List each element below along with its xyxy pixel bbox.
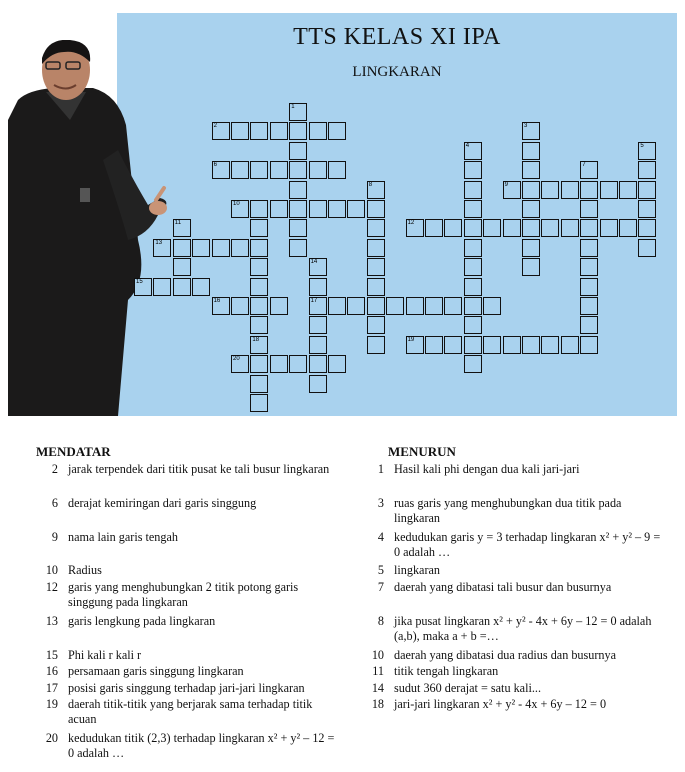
crossword-cell[interactable] [522,336,540,354]
crossword-cell[interactable] [580,336,598,354]
cell-number: 18 [252,336,260,343]
crossword-cell[interactable] [231,122,249,140]
crossword-cell[interactable] [270,297,288,315]
crossword-cell[interactable] [250,278,268,296]
crossword-cell[interactable] [580,219,598,237]
clue-number: 14 [371,681,384,695]
crossword-cell[interactable] [212,297,230,315]
crossword-cell[interactable] [600,181,618,199]
crossword-cell[interactable] [619,181,637,199]
crossword-cell[interactable] [425,336,443,354]
cell-number: 8 [368,181,373,188]
crossword-cell[interactable] [464,200,482,218]
crossword-cell[interactable] [464,316,482,334]
crossword-cell[interactable] [250,239,268,257]
crossword-cell[interactable] [309,200,327,218]
crossword-cell[interactable] [580,181,598,199]
crossword-cell[interactable] [367,219,385,237]
clue-number: 1 [377,462,384,476]
crossword-cell[interactable] [289,103,307,121]
clue-number: 9 [51,530,58,544]
crossword-cell[interactable] [638,142,656,160]
crossword-cell[interactable] [561,336,579,354]
crossword-cell[interactable] [580,239,598,257]
cell-number: 19 [407,336,415,343]
crossword-cell[interactable] [309,355,327,373]
clue-text: derajat kemiringan dari garis singgung [68,496,257,510]
crossword-cell[interactable] [309,316,327,334]
crossword-cell[interactable] [425,219,443,237]
crossword-cell[interactable] [541,336,559,354]
crossword-cell[interactable] [289,355,307,373]
cell-number: 20 [233,356,240,363]
crossword-cell[interactable] [464,219,482,237]
crossword-cell[interactable] [134,278,152,296]
crossword-cell[interactable] [289,161,307,179]
crossword-cell[interactable] [522,181,540,199]
crossword-cell[interactable] [483,336,501,354]
crossword-cell[interactable] [522,161,540,179]
crossword-cell[interactable] [270,161,288,179]
crossword-cell[interactable] [250,297,268,315]
crossword-cell[interactable] [638,219,656,237]
crossword-cell[interactable] [289,142,307,160]
clue-text: kedudukan titik (2,3) terhadap lingkaran x² + y² – 12 = 0 adalah … [68,731,335,760]
crossword-cell[interactable] [580,297,598,315]
crossword-cell[interactable] [250,394,268,412]
crossword-cell[interactable] [561,219,579,237]
cell-number: 11 [174,220,182,227]
crossword-cell[interactable] [483,219,501,237]
cell-number: 15 [136,278,143,285]
crossword-cell[interactable] [153,278,171,296]
crossword-cell[interactable] [464,336,482,354]
cell-number: 5 [640,142,644,149]
crossword-cell[interactable] [522,219,540,237]
cell-number: 7 [582,162,586,169]
crossword-cell[interactable] [580,161,598,179]
clue-number: 2 [51,462,58,476]
clue-number: 15 [45,648,58,662]
clue-text: lingkaran [394,563,441,577]
down-heading: MENURUN [388,444,456,459]
crossword-cell[interactable] [270,122,288,140]
clue-text: jarak terpendek dari titik pusat ke tali busur lingkaran [68,462,330,476]
crossword-cell[interactable] [367,297,385,315]
crossword-cell[interactable] [250,316,268,334]
crossword-cell[interactable] [289,200,307,218]
crossword-cell[interactable] [328,200,346,218]
crossword-cell[interactable] [250,336,268,354]
clue-text: sudut 360 derajat = satu kali... [394,681,541,695]
clue-text: garis lengkung pada lingkaran [68,614,216,628]
crossword-cell[interactable] [386,297,404,315]
crossword-cell[interactable] [347,297,365,315]
crossword-cell[interactable] [231,297,249,315]
crossword-cell[interactable] [289,239,307,257]
crossword-cell[interactable] [309,122,327,140]
page-title: TTS KELAS XI IPA [293,24,501,50]
clue-number: 20 [45,731,58,745]
clue-text: daerah yang dibatasi dua radius dan busurnya [394,648,617,662]
clue-number: 16 [45,664,58,678]
clue-text: ruas garis yang menghubungkan dua titik pada lingkaran [394,496,622,525]
crossword-cell[interactable] [580,316,598,334]
crossword-cell[interactable] [580,258,598,276]
cell-number: 2 [213,123,217,130]
crossword-cell[interactable] [464,181,482,199]
crossword-cell[interactable] [192,278,210,296]
crossword-cell[interactable] [309,336,327,354]
crossword-cell[interactable] [173,239,191,257]
crossword-cell[interactable] [406,219,424,237]
clue-number: 18 [371,697,384,711]
clue-text: jari-jari lingkaran x² + y² - 4x + 6y – 12 = 0 [394,697,607,711]
crossword-cell[interactable] [464,278,482,296]
crossword-cell[interactable] [212,239,230,257]
crossword-cell[interactable] [541,181,559,199]
clue-number: 12 [45,580,58,594]
cell-number: 12 [407,220,415,227]
crossword-cell[interactable] [619,219,637,237]
clue-number: 19 [45,697,58,711]
crossword-cell[interactable] [367,239,385,257]
cell-number: 9 [504,181,508,188]
cell-number: 3 [524,123,528,130]
clue-number: 10 [45,563,58,577]
crossword-cell[interactable] [212,161,230,179]
crossword-cell[interactable] [464,142,482,160]
cell-number: 6 [213,162,217,169]
cell-number: 13 [155,239,163,246]
crossword-cell[interactable] [367,258,385,276]
crossword-cell[interactable] [173,258,191,276]
clue-text: Hasil kali phi dengan dua kali jari-jari [394,462,580,476]
crossword-cell[interactable] [600,219,618,237]
crossword-cell[interactable] [250,219,268,237]
crossword-cell[interactable] [367,316,385,334]
crossword-cell[interactable] [231,355,249,373]
clue-text: daerah yang dibatasi tali busur dan busurnya [394,580,612,594]
crossword-cell[interactable] [250,375,268,393]
crossword-cell[interactable] [289,219,307,237]
cell-number: 10 [233,201,240,207]
cell-number: 17 [310,298,318,304]
crossword-cell[interactable] [541,219,559,237]
crossword-cell[interactable] [464,355,482,373]
crossword-cell[interactable] [289,181,307,199]
crossword-cell[interactable] [367,181,385,199]
cell-number: 16 [213,298,221,304]
crossword-cell[interactable] [522,122,540,140]
crossword-cell[interactable] [270,200,288,218]
crossword-cell[interactable] [444,297,462,315]
crossword-cell[interactable] [522,258,540,276]
crossword-cell[interactable] [367,336,385,354]
crossword-cell[interactable] [309,278,327,296]
crossword-cell[interactable] [638,181,656,199]
clue-number: 7 [377,580,384,594]
crossword-cell[interactable] [464,297,482,315]
crossword-cell[interactable] [367,200,385,218]
crossword-cell[interactable] [522,142,540,160]
crossword-cell[interactable] [309,375,327,393]
clue-number: 17 [45,681,58,695]
clue-text: posisi garis singgung terhadap jari-jari lingkaran [68,681,305,695]
crossword-cell[interactable] [231,200,249,218]
clue-text: garis yang menghubungkan 2 titik potong garis singgung pada lingkaran [68,580,299,609]
cell-number: 1 [291,104,295,110]
clue-text: nama lain garis tengah [68,530,178,544]
crossword-cell[interactable] [580,200,598,218]
crossword-cell[interactable] [231,239,249,257]
crossword-cell[interactable] [192,239,210,257]
teacher-photo [8,40,168,416]
clue-number: 6 [51,496,58,510]
crossword-cell[interactable] [503,219,521,237]
crossword-cell[interactable] [522,200,540,218]
crossword-cell[interactable] [250,161,268,179]
crossword-cell[interactable] [250,355,268,373]
crossword-cell[interactable] [561,181,579,199]
crossword-cell[interactable] [522,239,540,257]
crossword-cell[interactable] [309,161,327,179]
crossword-cell[interactable] [464,258,482,276]
crossword-cell[interactable] [212,122,230,140]
crossword-cell[interactable] [328,122,346,140]
crossword-cell[interactable] [464,239,482,257]
crossword-cell[interactable] [328,161,346,179]
crossword-cell[interactable] [328,355,346,373]
crossword-cell[interactable] [289,122,307,140]
cell-number: 14 [310,259,318,266]
crossword-cell[interactable] [173,219,191,237]
crossword-cell[interactable] [250,200,268,218]
crossword-cell[interactable] [444,219,462,237]
crossword-cell[interactable] [231,161,249,179]
crossword-cell[interactable] [309,258,327,276]
across-heading: MENDATAR [36,444,111,459]
crossword-cell[interactable] [406,297,424,315]
clue-number: 3 [377,496,384,510]
clue-text: daerah titik-titik yang berjarak sama terhadap titik acuan [68,697,313,726]
crossword-cell[interactable] [328,297,346,315]
clue-text: Phi kali r kali r [68,648,142,662]
clue-number: 10 [371,648,384,662]
clue-number: 5 [377,563,384,577]
clue-text: Radius [68,563,102,577]
clue-number: 4 [377,530,384,544]
crossword-cell[interactable] [270,355,288,373]
crossword-cell[interactable] [367,278,385,296]
clue-text: persamaan garis singgung lingkaran [68,664,244,678]
clue-number: 11 [372,664,384,678]
crossword-cell[interactable] [503,336,521,354]
crossword-cell[interactable] [503,181,521,199]
crossword-cell[interactable] [483,297,501,315]
crossword-cell[interactable] [153,239,171,257]
crossword-cell[interactable] [638,161,656,179]
crossword-cell[interactable] [444,336,462,354]
crossword-cell[interactable] [309,297,327,315]
crossword-cell[interactable] [638,200,656,218]
clue-text: titik tengah lingkaran [394,664,499,678]
crossword-cell[interactable] [250,258,268,276]
crossword-cell[interactable] [580,278,598,296]
clue-number: 13 [45,614,58,628]
crossword-cell[interactable] [464,161,482,179]
crossword-cell[interactable] [173,278,191,296]
crossword-cell[interactable] [347,200,365,218]
crossword-cell[interactable] [406,336,424,354]
clue-text: kedudukan garis y = 3 terhadap lingkaran x² + y² – 9 = 0 adalah … [394,530,661,559]
crossword-cell[interactable] [425,297,443,315]
crossword-cell[interactable] [638,239,656,257]
clue-number: 8 [377,614,384,628]
clue-text: jika pusat lingkaran x² + y² - 4x + 6y – 12 = 0 adalah (a,b), maka a + b =… [394,614,652,643]
crossword-cell[interactable] [250,122,268,140]
page-subtitle: LINGKARAN [352,64,442,80]
cell-number: 4 [465,142,470,149]
